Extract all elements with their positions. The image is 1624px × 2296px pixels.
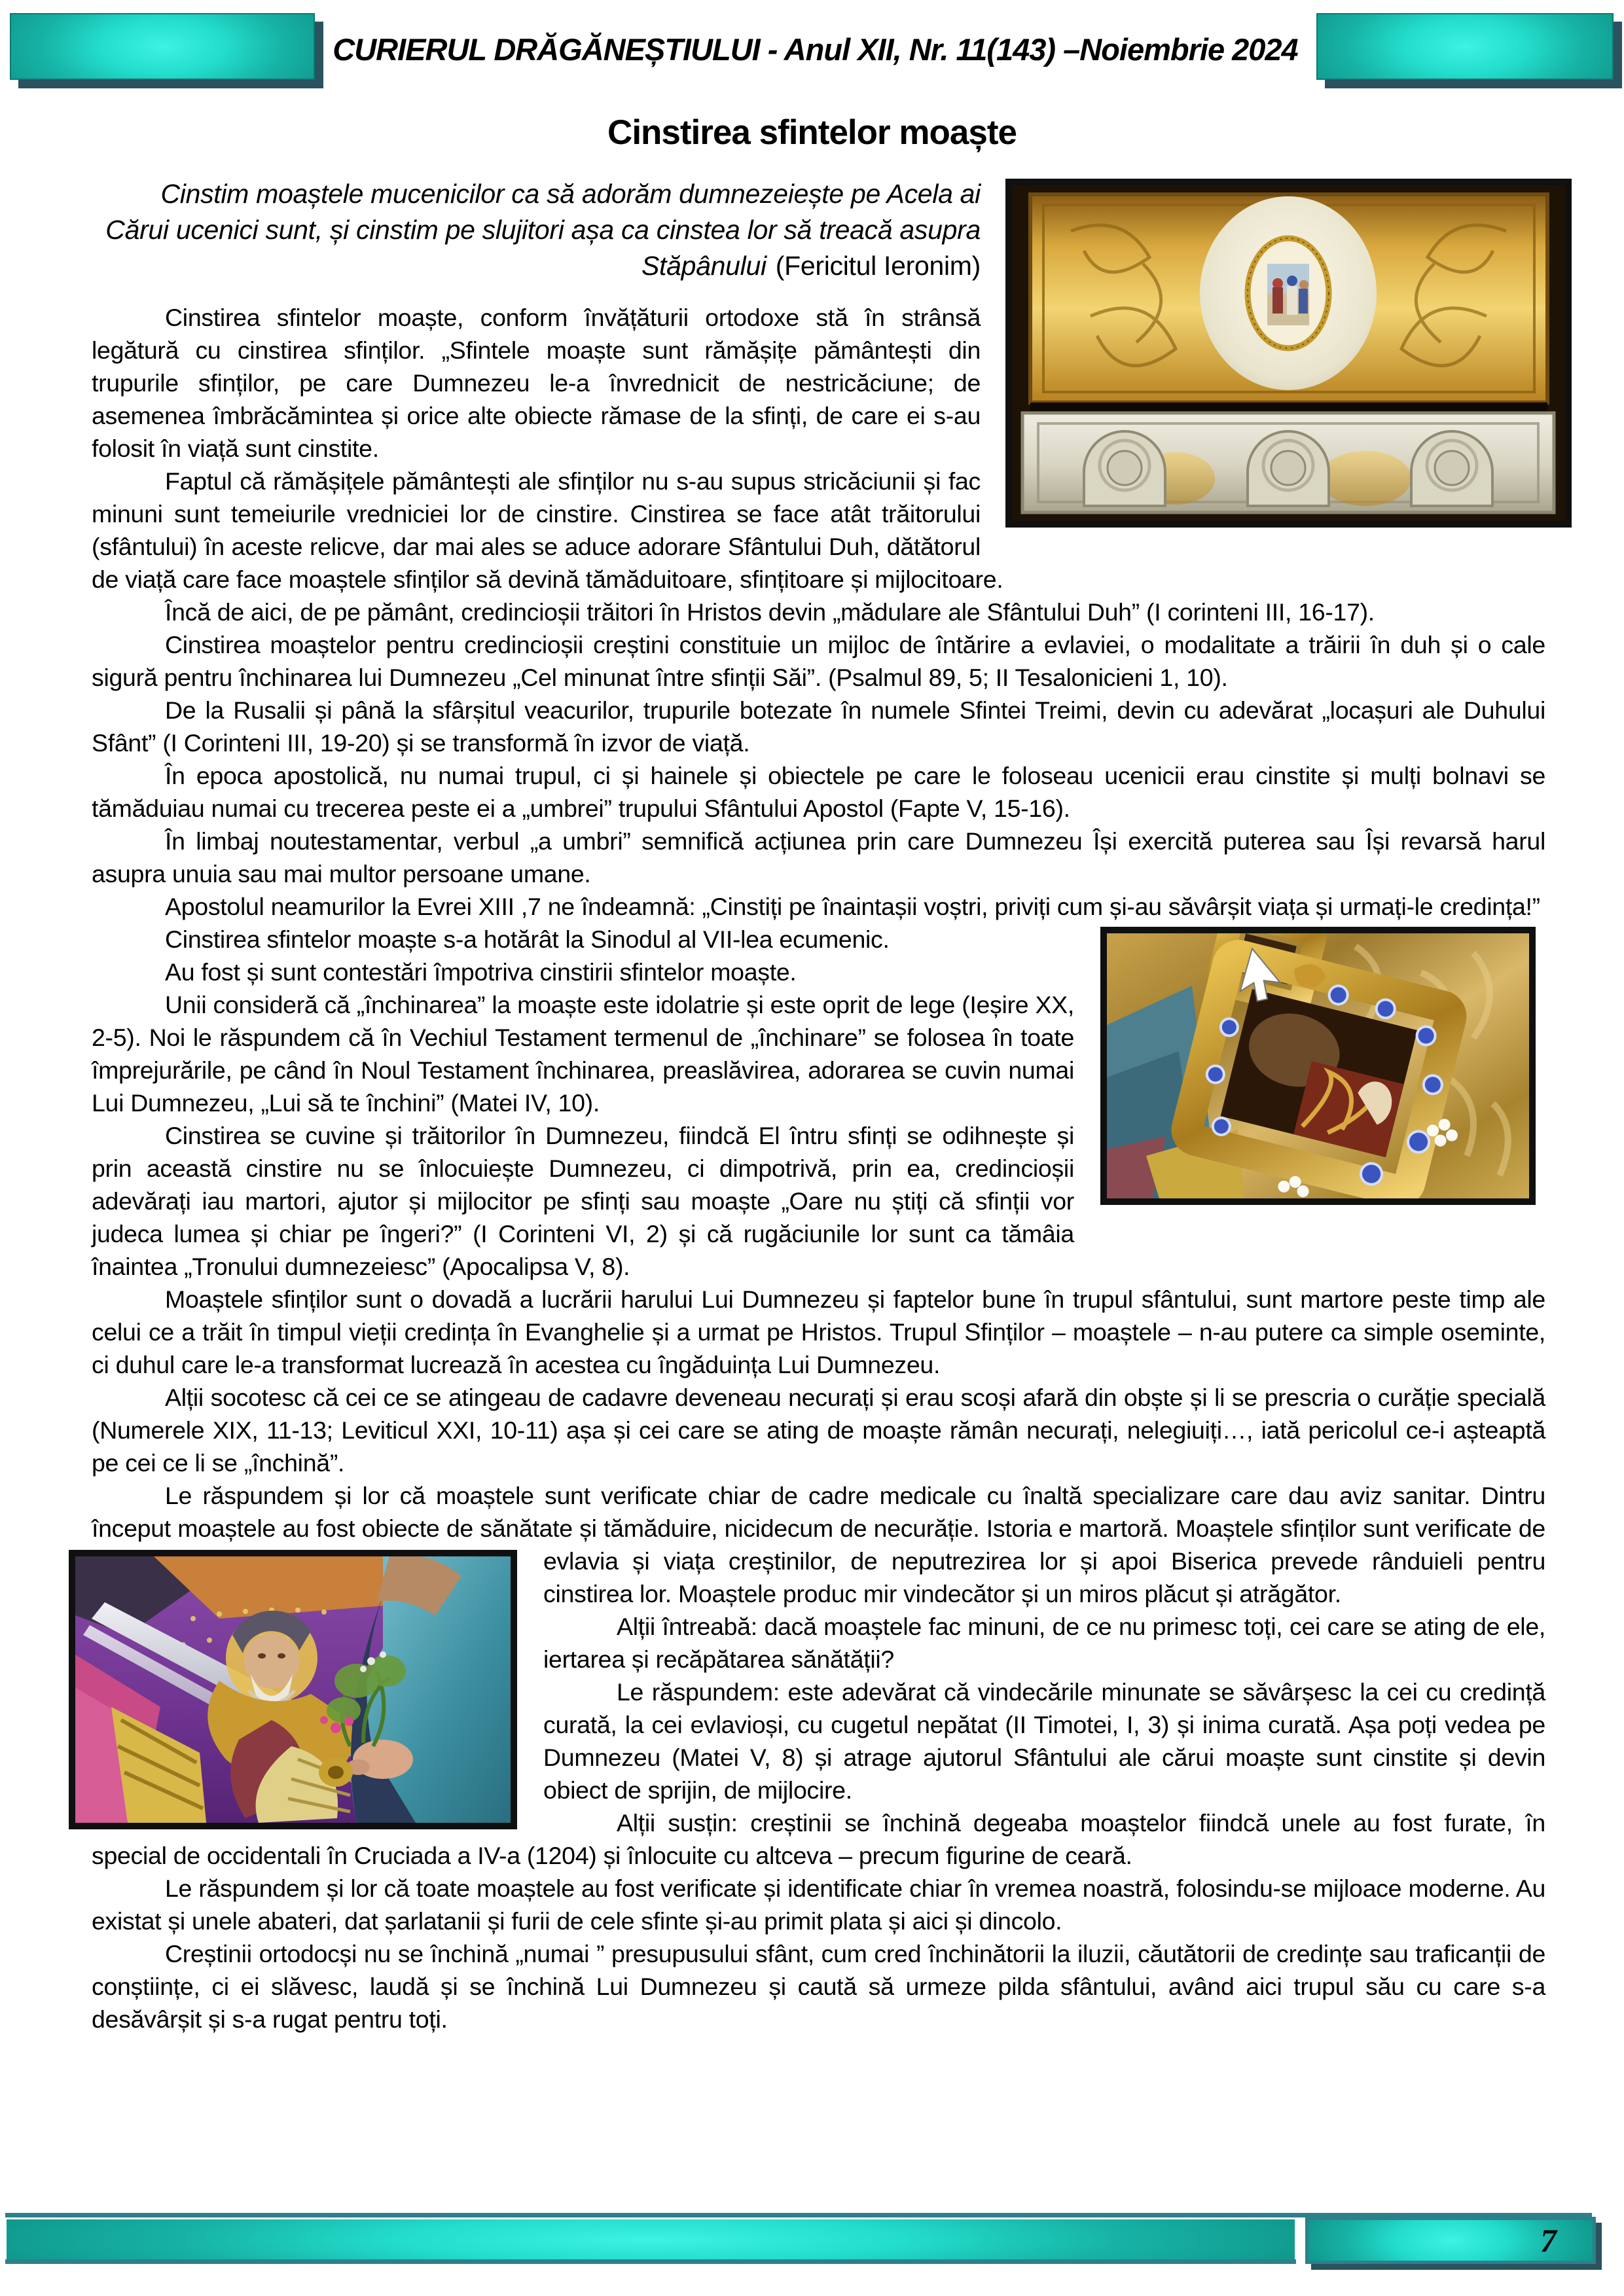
paragraph-with-photo: [92, 1479, 1545, 1610]
paragraph: Alții întreabă: dacă moaștele fac minuni, de ce nu primesc toți, cei care se ating de ele, iertarea și recăpătarea sănătății?: [543, 1613, 1545, 1673]
paragraph: Cinstirea moaștelor pentru credincioșii creștini constituie un mijloc de întărire a evlaviei, o modalitate a trăirii în duh și o cale sigură pentru închinarea lui Dumnezeu „Cel minunat între sfinții Săi”. (Psalmul 89, 5; II Tesalonicieni 1, 10).: [92, 631, 1545, 691]
paragraph: Le răspundem: este adevărat că vindecările minunate se săvârșesc la cei cu credință curată, la cei evlavioși, cu cugetul nepătat (II Timotei, I, 3) și inima curată. Așa poți vedea pe Dumnezeu (Matei V, 8) și atrage ajutorul Sfântului ale cărui moaște sunt cinstite și devin obiect de sprijin, de mijlocire.: [543, 1678, 1545, 1804]
paragraph: Faptul că rămășițele pământești ale sfinților nu s-au supus stricăciunii și fac minuni sunt temeiurile vredniciei lor de cinstire. Cinstirea se face atât trăitorului (sfântului) în aceste relicve, dar mai ales se aduce adorare Sfântului Duh, dătătorul de viață care face moaștele sfinților să devină tămăduitoare, sfințitoare și mijlocitoare.: [92, 467, 1003, 593]
page-number: 7: [1540, 2222, 1557, 2259]
quote-text: Cinstim moaștele mucenicilor ca să adorăm dumnezeiește pe Acela ai Cărui ucenici sunt, și cinstim pe slujitori așa ca cinstea lor să treacă asupra Stăpânului: [105, 179, 981, 281]
paragraph: Cinstirea se cuvine și trăitorilor în Dumnezeu, fiindcă El întru sfinți se odihnește și prin această cinstire nu se înlocuiește Dumnezeu, ci dimpotrivă, prin ea, credincioșii adevărați iau martori, ajutor și mijlocitor pe sfinți sau moaște „Oare nu știți că sfinții vor judeca lumea și chiar pe îngeri?” (I Corinteni VI, 2) și că rugăciunile lor sunt ca tămâia înaintea „Tronului dumnezeiesc” (Apocalipsa V, 8).: [92, 1122, 1074, 1280]
paragraph: În epoca apostolică, nu numai trupul, ci și hainele și obiectele pe care le foloseau ucenicii erau cinstite și mulți bolnavi se tămăduiau numai cu trecerea peste ei a „umbrei” trupului Sfântului Apostol (Fapte V, 15-16).: [92, 762, 1545, 822]
paragraph-text: Le răspundem și lor că moaștele sunt verificate chiar de cadre medicale cu înaltă specializare care dau aviz sanitar. Dintru început moaștele au fost obiecte de sănătate și tămăduire, nicidecum de necurăție. Istoria e martoră. Moaștele sfinților sunt verificate de evlavia și viața creștinilor, de neputrezirea lor și apoi Biserica prevede rânduieli: [92, 1482, 1545, 1575]
page-number-badge: [1305, 2217, 1596, 2264]
footer-bar: [7, 2219, 1295, 2260]
photo-saint-relics-art: [75, 1556, 511, 1823]
masthead-title: CURIERUL DRĂGĂNEȘTIULUI - Anul XII, Nr. 11(143) –Noiembrie 2024: [333, 31, 1298, 67]
article-body: [0, 176, 1624, 2036]
paragraph: Au fost și sunt contestări împotriva cinstirii sfintelor moaște.: [165, 958, 797, 986]
paragraph: Le răspundem și lor că toate moaștele au fost verificate și identificate chiar în vremea noastră, folosindu-se mijloace moderne. Au existat și unele abateri, dat șarlatanii și furii de cele sfinte și-au primit plata și aici și dincolo.: [92, 1874, 1545, 1935]
photo-open-gold-reliquary-art: [1012, 185, 1565, 521]
masthead: [0, 0, 1624, 98]
paragraph: Creștinii ortodocși nu se închină „numai ” presupusului sfânt, cum cred închinătorii la iluzii, căutătorii de credințe sau traficanții de conștiințe, ci ei slăvesc, laudă și se închină Lui Dumnezeu și caută să urmeze pilda sfântului, având aici trupul său cu care s-a desăvârșit și s-a rugat pentru toți.: [92, 1940, 1545, 2033]
paragraph-text: pentru cinstirea lor. Moaștele produc mir vindecător și un miros plăcut și atrăgător.: [543, 1547, 1545, 1607]
paragraph: Încă de aici, de pe pământ, credincioșii trăitori în Hristos devin „mădulare ale Sfântului Duh” (I corinteni III, 16-17).: [165, 598, 1375, 626]
paragraph: În limbaj noutestamentar, verbul „a umbri” semnifică acțiunea prin care Dumnezeu Își exercită puterea sau Își revarsă harul asupra unuia sau mai multor persoane umane.: [92, 827, 1545, 888]
paragraph: Unii consideră că „închinarea” la moaște este idolatrie și este oprit de lege (Ieșire XX, 2-5). Noi le răspundem că în Vechiul Testament termenul de „închinare” se folosea în toate împrejurările, pe când în Noul Testament închinarea, preaslăvirea, adorarea se cuvin numai Lui Dumnezeu, „Lui să te închini” (Matei IV, 10).: [92, 991, 1074, 1117]
paragraph: Cinstirea sfintelor moaște, conform învățăturii ortodoxe stă în strânsă legătură cu cinstirea sfinților. „Sfintele moaște sunt rămășițe pământești din trupurile sfinților, pe care Dumnezeu le-a învrednicit de nestricăciune; de asemenea îmbrăcămintea și orice alte obiecte rămase de la sfinți, de care ei s-au folosit în viață sunt cinstite.: [92, 304, 981, 462]
paragraph: Alții socotesc că cei ce se atingeau de cadavre deveneau necurați și erau scoși afară din obște și li se prescria o curăție specială (Numerele XIX, 11-13; Leviticul XXI, 10-11) așa și cei care se ating de moaște rămân necurați, nelegiuiți…, iată pericolul ce-i așteaptă pe cei ce li se „închină”.: [92, 1384, 1545, 1477]
masthead-decoration-right: [1316, 13, 1614, 80]
paragraph: De la Rusalii și până la sfârșitul veacurilor, trupurile botezate în numele Sfintei Treimi, devin cu adevărat „locașuri ale Duhului Sfânt” (I Corinteni III, 19-20) și se transformă în izvor de viață.: [92, 696, 1545, 757]
article-title: Cinstirea sfintelor moaște: [607, 113, 1017, 152]
photo-saint-relics-veneration: [69, 1550, 517, 1829]
paragraph: Apostolul neamurilor la Evrei XIII ,7 ne îndeamnă: „Cinstiți pe înaintașii voștri, priviți cum și-au săvârșit viața și urmați-le credința!”: [165, 893, 1540, 920]
masthead-decoration-left: [10, 13, 315, 80]
paragraph: Cinstirea sfintelor moaște s-a hotărât la Sinodul al VII-lea ecumenic.: [165, 925, 890, 953]
photo-open-gold-reliquary: [1005, 179, 1572, 528]
paragraph: Moaștele sfinților sunt o dovadă a lucrării harului Lui Dumnezeu și faptelor bune în trupul sfântului, sunt martore peste timp ale celui ce a trăit în timpul vieții credința în Evanghelie și a urmat pe Hristos. Trupul Sfinților – moaștele – n-au putere ca simple oseminte, ci duhul care le-a transformat lucrează în acestea cu îngăduința Lui Dumnezeu.: [92, 1285, 1545, 1378]
quote-attribution: (Fericitul Ieronim): [775, 251, 981, 281]
paragraph: Alții susțin: creștinii se închină degeaba moaștelor fiindcă unele au fost furate, în special de occidentali în Cruciada a IV-a (1204) și înlocuite cu altceva – precum figurine de ceară.: [92, 1809, 1545, 1869]
footer-rule-bottom: [5, 2259, 1296, 2264]
photo-jeweled-reliquary: [1100, 927, 1536, 1205]
photo-jeweled-reliquary-art: [1107, 933, 1529, 1198]
